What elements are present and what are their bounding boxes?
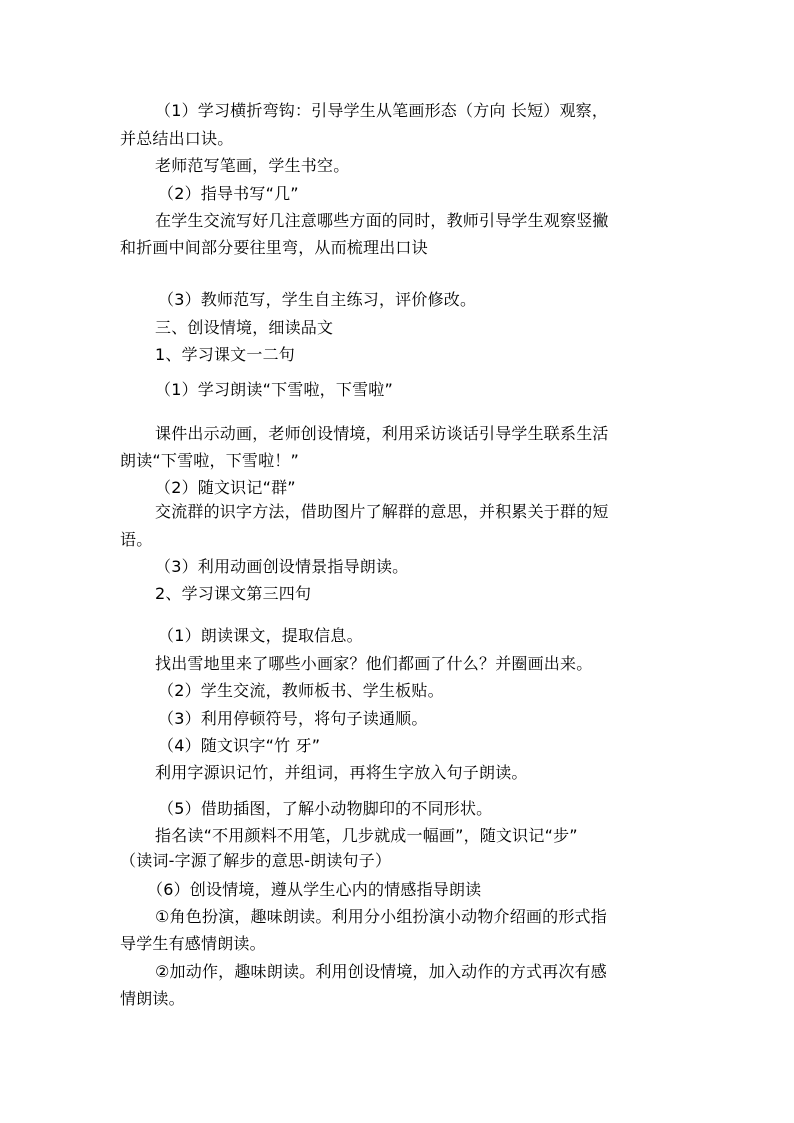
text-line: 导学生有感情朗读。 [120, 934, 266, 953]
text-line: （2）指导书写“几” [158, 184, 299, 203]
text-line: （6）创设情境，遵从学生心内的情感指导朗读 [147, 880, 482, 899]
text-line: （5）借助插图，了解小动物脚印的不同形状。 [158, 799, 493, 818]
text-line: 并总结出口诀。 [120, 129, 234, 148]
text-line: 情朗读。 [120, 989, 185, 1008]
text-line: 利用字源识记竹，并组词，再将生字放入句子朗读。 [155, 763, 528, 782]
text-line: （1）朗读课文，提取信息。 [158, 626, 363, 645]
text-line: （2）随文识记“群” [155, 478, 296, 497]
text-line: （1）学习朗读“下雪啦，下雪啦” [155, 380, 393, 399]
text-line: （1）学习横折弯钩：引导学生从笔画形态（方向 长短）观察， [155, 101, 609, 120]
text-line: （3）利用动画创设情景指导朗读。 [155, 557, 409, 576]
subsection-heading: 1、学习课文一二句 [155, 345, 295, 364]
text-line: 语。 [120, 530, 153, 549]
text-line: 交流群的识字方法，借助图片了解群的意思，并积累关于群的短 [155, 502, 609, 521]
section-heading: 三、创设情境，细读品文 [155, 318, 334, 337]
text-line: （读词-字源了解步的意思-朗读句子） [120, 851, 392, 870]
text-line: 老师范写笔画，学生书空。 [155, 156, 350, 175]
text-line: 指名读“不用颜料不用笔，几步就成一幅画”，随文识记“步” [155, 826, 578, 845]
text-line: ①角色扮演，趣味朗读。利用分小组扮演小动物介绍画的形式指 [155, 907, 607, 926]
text-line: 和折画中间部分要往里弯，从而梳理出口诀 [120, 238, 428, 257]
text-line: 课件出示动画，老师创设情境，利用采访谈话引导学生联系生活 [155, 424, 609, 443]
subsection-heading: 2、学习课文第三四句 [155, 584, 312, 603]
text-line: ②加动作，趣味朗读。利用创设情境，加入动作的方式再次有感 [155, 962, 607, 981]
text-line: （3）利用停顿符号，将句子读通顺。 [158, 709, 428, 728]
text-line: （4）随文识字“竹 牙” [158, 736, 321, 755]
text-line: （2）学生交流，教师板书、学生板贴。 [158, 681, 444, 700]
text-line: 找出雪地里来了哪些小画家？他们都画了什么？并圈画出来。 [155, 654, 593, 673]
text-line: 在学生交流写好几注意哪些方面的同时，教师引导学生观察竖撇 [155, 211, 609, 230]
text-line: 朗读“下雪啦，下雪啦！” [120, 451, 299, 470]
text-line: （3）教师范写，学生自主练习，评价修改。 [158, 290, 477, 309]
